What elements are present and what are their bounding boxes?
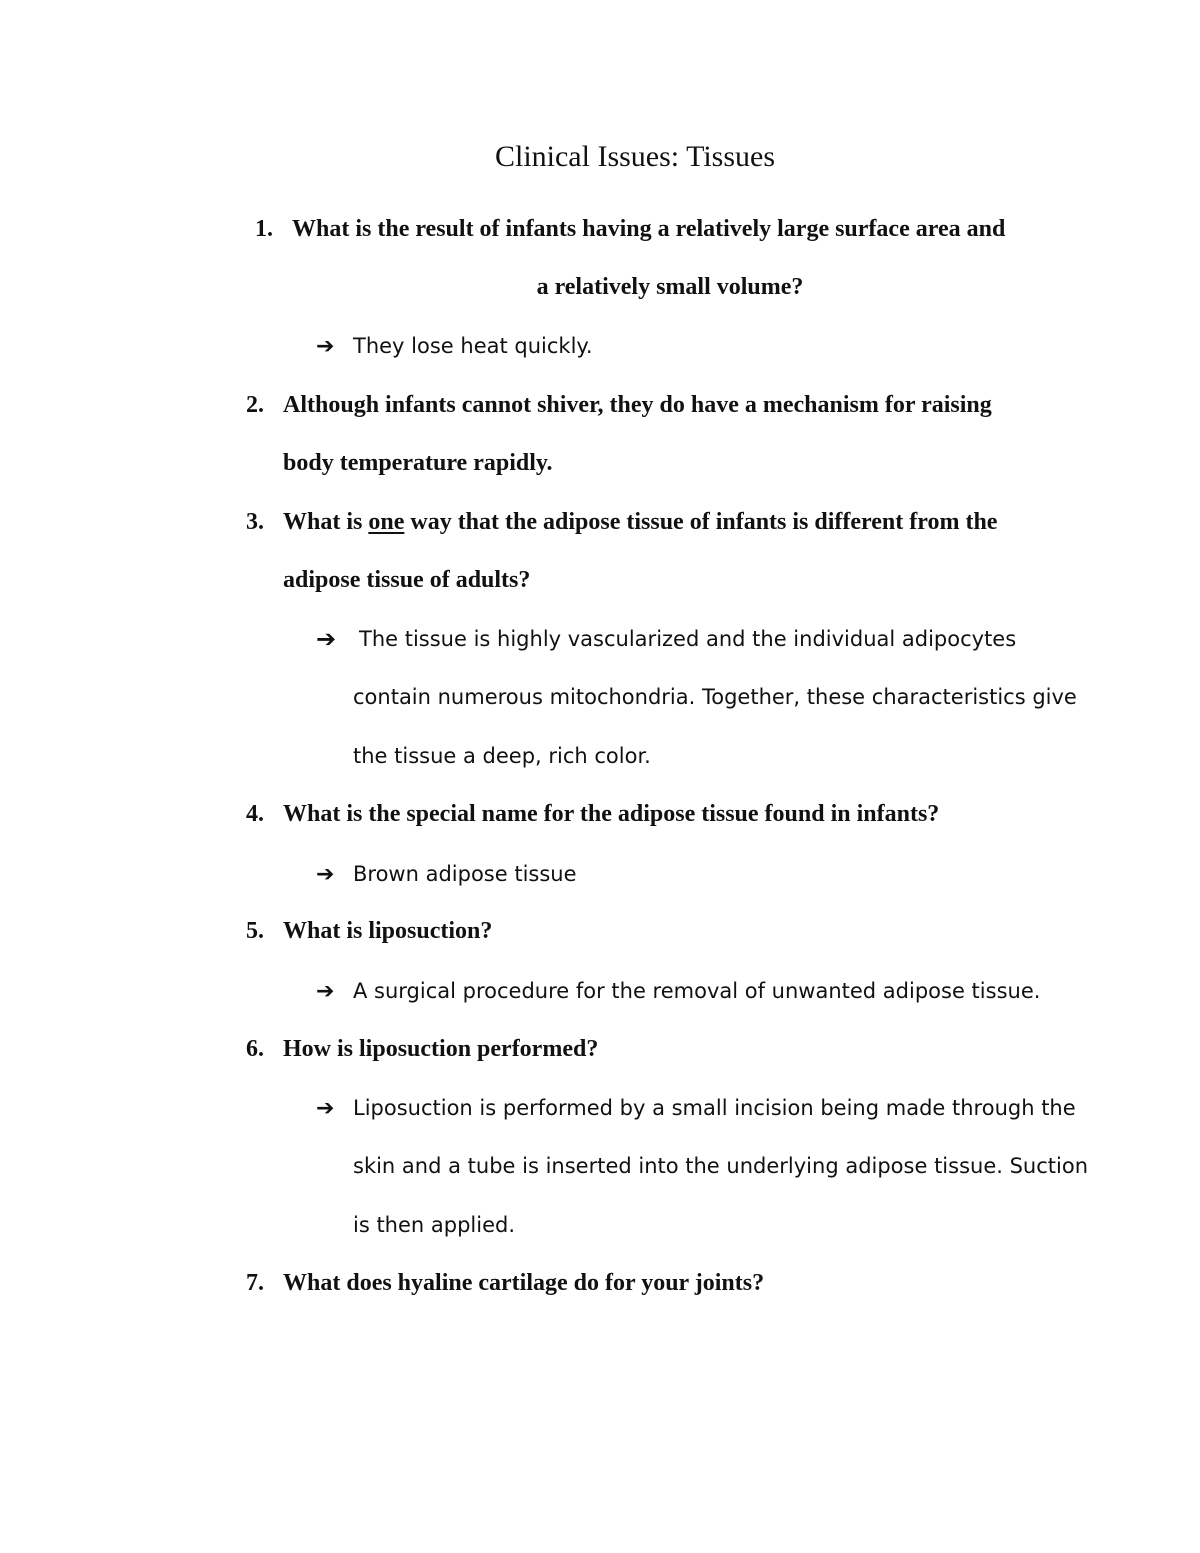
question-3-text-after: way that the adipose tissue of infants is different from the	[404, 509, 998, 535]
question-1-line-2: a relatively small volume?	[536, 274, 804, 300]
question-5-line-1: What is liposuction?	[283, 918, 493, 944]
answer-3-line-1: The tissue is highly vascularized and the individual adipocytes	[359, 627, 1017, 651]
answer-3-line-3: the tissue a deep, rich color.	[353, 744, 651, 768]
item-number-1: 1.	[255, 216, 273, 242]
arrow-icon: ➔	[316, 862, 335, 887]
question-6-line-1: How is liposuction performed?	[283, 1036, 599, 1062]
answer-5-line-1: A surgical procedure for the removal of unwanted adipose tissue.	[353, 979, 1041, 1003]
question-3-underlined-word: one	[368, 509, 405, 535]
answer-4-line-1: Brown adipose tissue	[353, 862, 577, 886]
arrow-icon: ➔	[316, 1096, 335, 1121]
question-1-line-1: What is the result of infants having a relatively large surface area and	[292, 216, 1006, 242]
question-7-line-1: What does hyaline cartilage do for your joints?	[283, 1270, 765, 1296]
item-number-4: 4.	[246, 801, 264, 827]
question-3-line-2: adipose tissue of adults?	[283, 567, 531, 593]
arrow-icon: ➔	[316, 334, 335, 359]
item-number-6: 6.	[246, 1036, 264, 1062]
question-3-line-1	[283, 509, 997, 536]
document-title: Clinical Issues: Tissues	[494, 140, 776, 173]
item-number-3: 3.	[246, 509, 264, 535]
answer-6-line-3: is then applied.	[353, 1213, 516, 1237]
item-number-5: 5.	[246, 918, 264, 944]
answer-6-line-1: Liposuction is performed by a small incision being made through the	[353, 1096, 1076, 1120]
item-number-2: 2.	[246, 392, 264, 418]
heavy-arrow-icon: ➔	[316, 625, 337, 653]
question-2-line-1: Although infants cannot shiver, they do have a mechanism for raising	[283, 392, 992, 418]
question-2-line-2: body temperature rapidly.	[283, 450, 553, 476]
answer-1-line-1: They lose heat quickly.	[353, 334, 593, 358]
item-number-7: 7.	[246, 1270, 264, 1296]
answer-6-line-2: skin and a tube is inserted into the underlying adipose tissue. Suction	[353, 1154, 1089, 1178]
question-3-text-before: What is	[283, 509, 369, 535]
arrow-icon: ➔	[316, 979, 335, 1004]
question-4-line-1: What is the special name for the adipose tissue found in infants?	[283, 801, 940, 827]
answer-3-line-2: contain numerous mitochondria. Together, these characteristics give	[353, 685, 1077, 709]
